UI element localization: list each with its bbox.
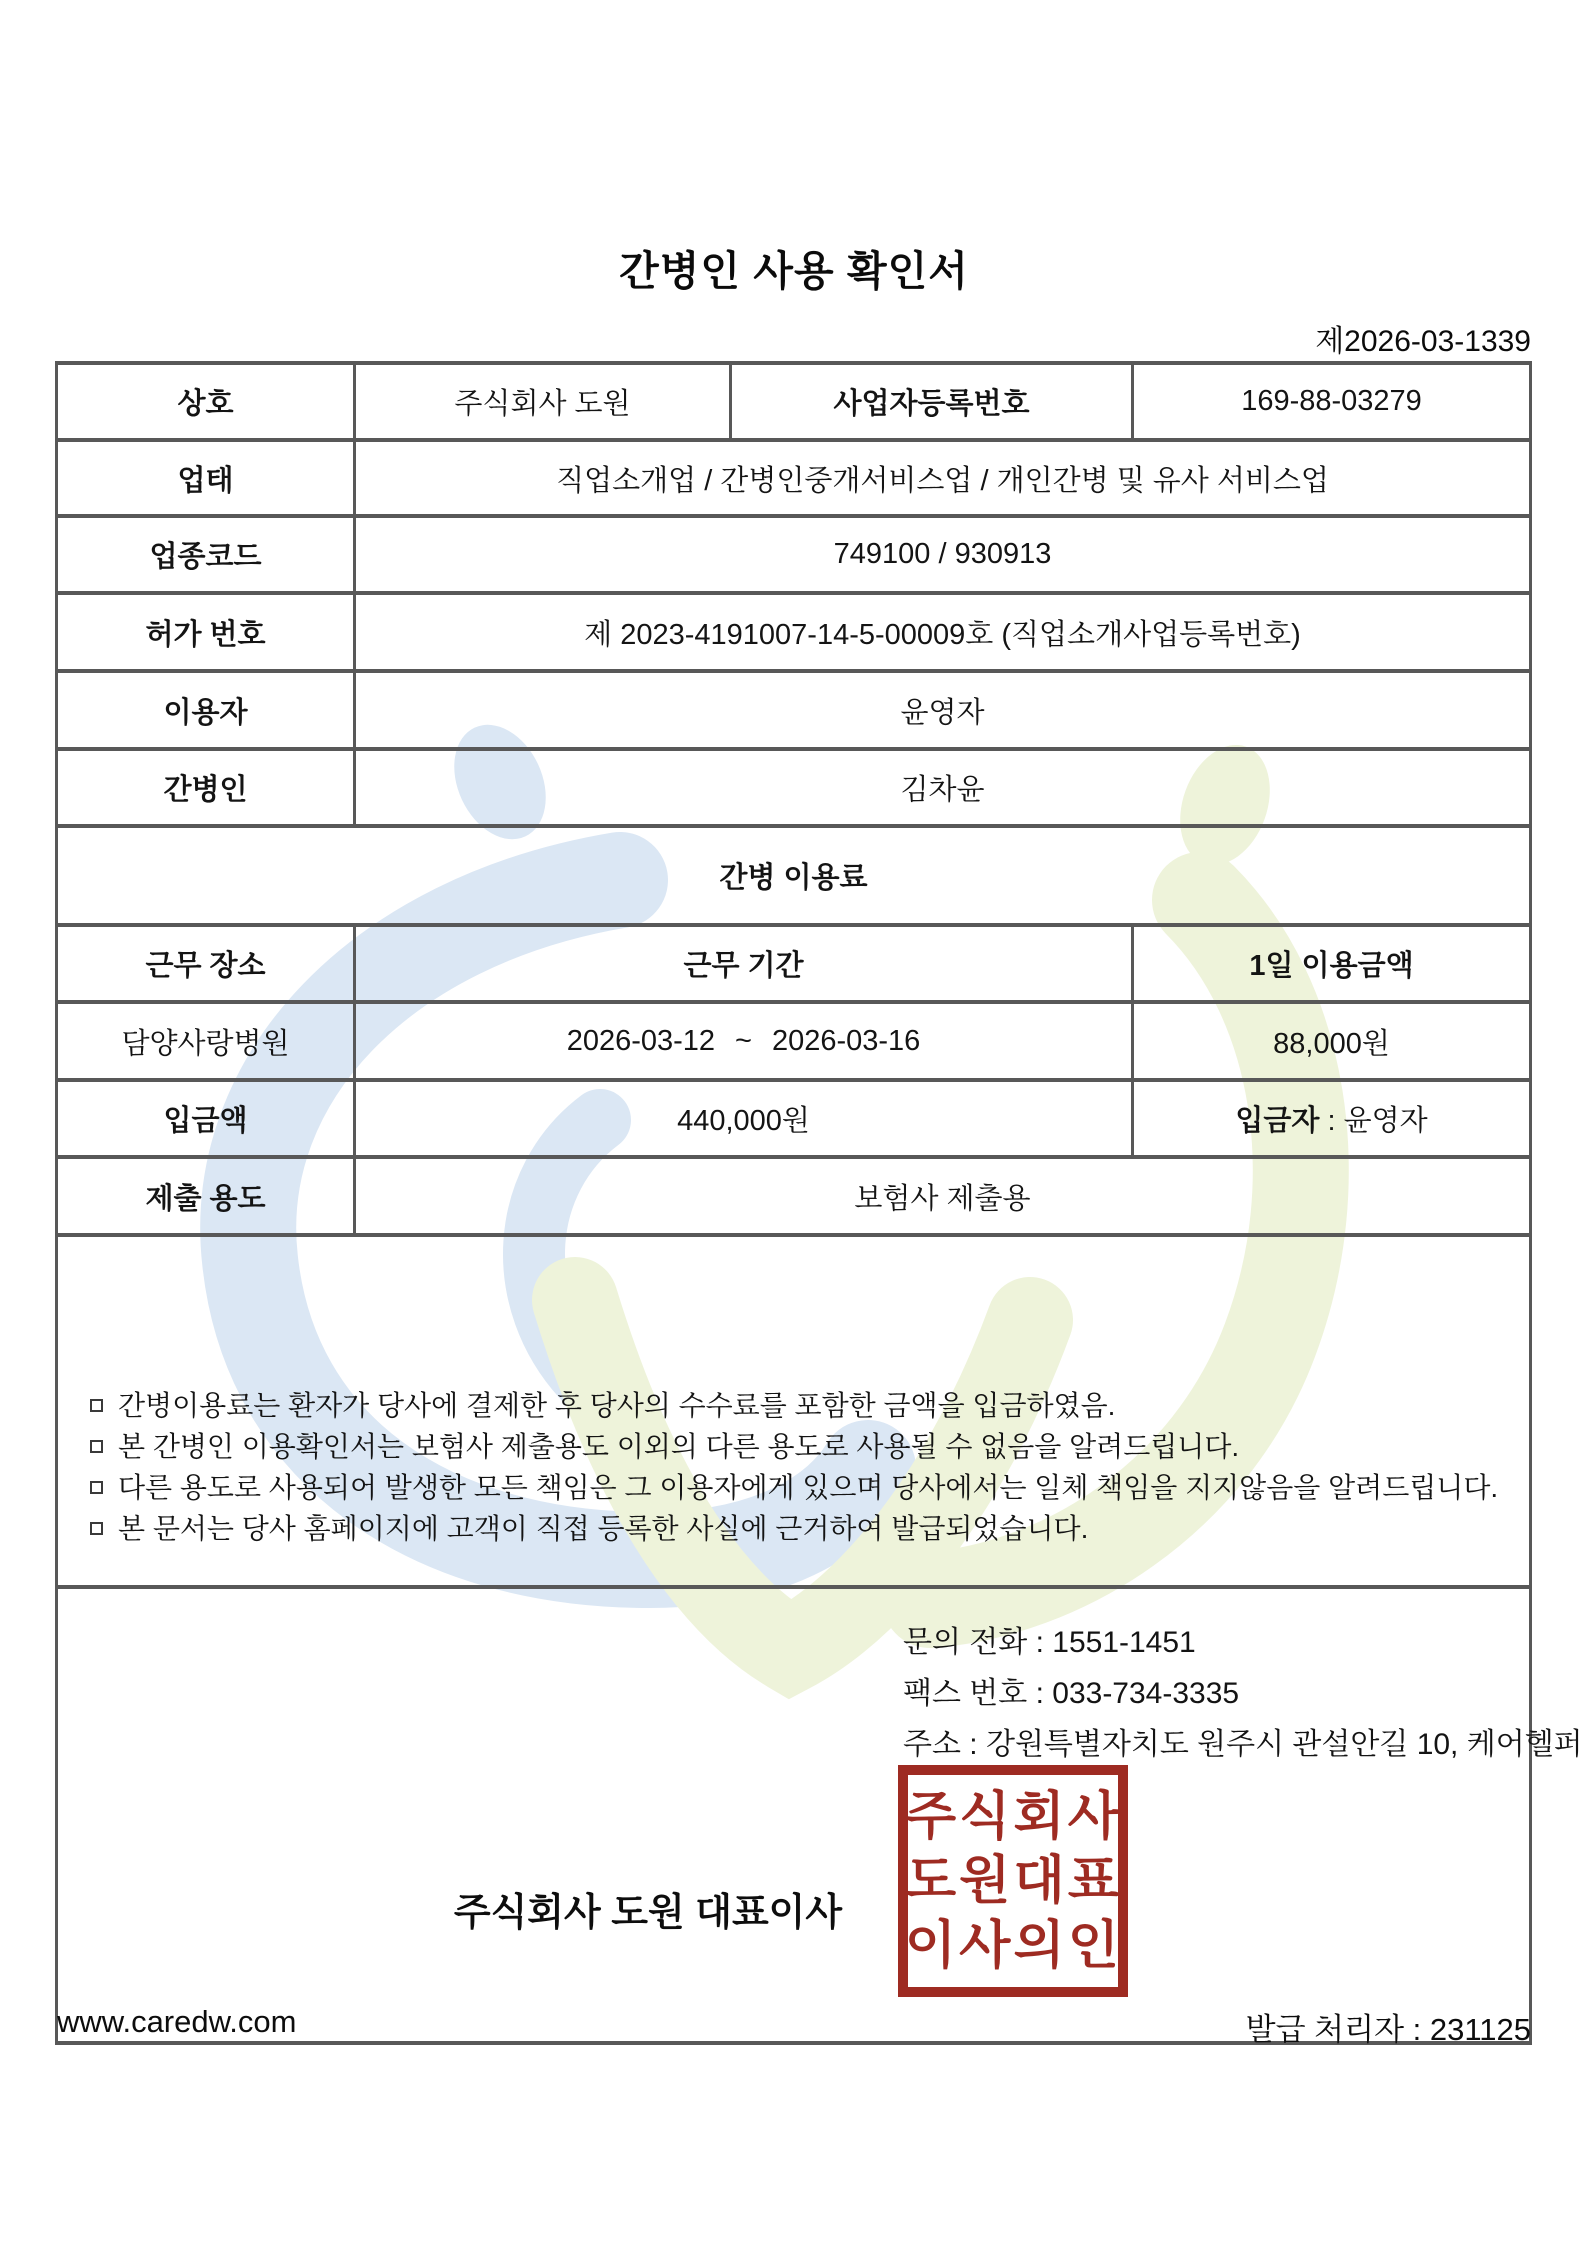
row-industry-code bbox=[57, 516, 1531, 593]
row-fee-header bbox=[57, 925, 1531, 1002]
deposit-amount: 440,000원 bbox=[355, 1080, 1133, 1157]
period-end: 2026-03-16 bbox=[771, 1024, 921, 1057]
depositor-cell bbox=[1133, 1080, 1531, 1157]
period-start: 2026-03-12 bbox=[566, 1024, 716, 1057]
work-place-header: 근무 장소 bbox=[57, 925, 355, 1002]
note-item bbox=[90, 1467, 1509, 1508]
stamp-row: 이사의인 bbox=[904, 1916, 1122, 1975]
note-text: 다른 용도로 사용되어 발생한 모든 책임은 그 이용자에게 있으며 당사에서는 일체 책임을 지지않음을 알려드립니다. bbox=[118, 1472, 1499, 1503]
square-bullet-icon bbox=[90, 1522, 103, 1535]
row-permit-number bbox=[57, 593, 1531, 671]
business-type-label: 업태 bbox=[57, 440, 355, 516]
notes-list bbox=[58, 1273, 1529, 1549]
business-type-value: 직업소개업 / 간병인중개서비스업 / 개인간병 및 유사 서비스업 bbox=[355, 440, 1531, 516]
work-place-value: 담양사랑병원 bbox=[57, 1002, 355, 1080]
stamp-row: 도원대표 bbox=[904, 1852, 1122, 1910]
work-period-header: 근무 기간 bbox=[355, 925, 1133, 1002]
purpose-value: 보험사 제출용 bbox=[355, 1157, 1531, 1235]
website-url: www.caredw.com bbox=[57, 2004, 297, 2039]
caregiver-value: 김차윤 bbox=[355, 749, 1531, 826]
square-bullet-icon bbox=[90, 1481, 103, 1494]
note-item bbox=[90, 1508, 1509, 1549]
signature-cell bbox=[57, 1587, 1583, 2043]
company-label: 상호 bbox=[57, 363, 355, 440]
note-item bbox=[90, 1426, 1509, 1467]
contact-fax: 팩스 번호 : 033-734-3335 bbox=[903, 1677, 1240, 1710]
row-user bbox=[57, 671, 1531, 749]
purpose-label: 제출 용도 bbox=[57, 1157, 355, 1235]
page-title: 간병인 사용 확인서 bbox=[619, 248, 969, 294]
industry-code-value: 749100 / 930913 bbox=[355, 516, 1531, 593]
row-signature bbox=[57, 1587, 1531, 2043]
depositor-name: : 윤영자 bbox=[1319, 1105, 1428, 1137]
business-number-value: 169-88-03279 bbox=[1133, 363, 1531, 440]
business-number-label: 사업자등록번호 bbox=[731, 363, 1133, 440]
permit-number-label: 허가 번호 bbox=[57, 593, 355, 671]
depositor-label: 입금자 bbox=[1235, 1105, 1320, 1137]
caregiver-label: 간병인 bbox=[57, 749, 355, 826]
square-bullet-icon bbox=[90, 1440, 103, 1453]
note-text: 본 간병인 이용확인서는 보험사 제출용도 이외의 다른 용도로 사용될 수 없음을 알려드립니다. bbox=[118, 1431, 1240, 1462]
fee-section-heading: 간병 이용료 bbox=[57, 826, 1531, 925]
note-text: 본 문서는 당사 홈페이지에 고객이 직접 등록한 사실에 근거하여 발급되었습니다. bbox=[118, 1513, 1089, 1544]
deposit-label: 입금액 bbox=[57, 1080, 355, 1157]
square-bullet-icon bbox=[90, 1399, 103, 1412]
issuer-id: 발급 처리자 : 231125 bbox=[1245, 2012, 1531, 2047]
corporate-seal-stamp bbox=[898, 1765, 1128, 1997]
period-tilde: ~ bbox=[735, 1024, 752, 1057]
row-company bbox=[57, 363, 1531, 440]
user-label: 이용자 bbox=[57, 671, 355, 749]
company-value: 주식회사 도원 bbox=[355, 363, 731, 440]
note-item bbox=[90, 1385, 1509, 1426]
notes-cell bbox=[57, 1235, 1531, 1587]
row-purpose bbox=[57, 1157, 1531, 1235]
note-text: 간병이용료는 환자가 당사에 결제한 후 당사의 수수료를 포함한 금액을 입금하였음. bbox=[118, 1390, 1116, 1421]
confirmation-table bbox=[55, 361, 1583, 2045]
user-value: 윤영자 bbox=[355, 671, 1531, 749]
contact-address: 주소 : 강원특별자치도 원주시 관설안길 10, 케어헬퍼 bbox=[903, 1728, 1583, 1761]
document-number: 제2026-03-1339 bbox=[1315, 325, 1531, 358]
permit-number-value: 제 2023-4191007-14-5-00009호 (직업소개사업등록번호) bbox=[355, 593, 1531, 671]
work-period-value bbox=[355, 1002, 1133, 1080]
row-notes bbox=[57, 1235, 1531, 1587]
daily-fee-header: 1일 이용금액 bbox=[1133, 925, 1531, 1002]
contact-phone: 문의 전화 : 1551-1451 bbox=[903, 1626, 1196, 1659]
row-deposit bbox=[57, 1080, 1531, 1157]
row-business-type bbox=[57, 440, 1531, 516]
company-signature-line: 주식회사 도원 대표이사 bbox=[453, 1892, 843, 1934]
industry-code-label: 업종코드 bbox=[57, 516, 355, 593]
contact-block bbox=[903, 1617, 1583, 1770]
row-caregiver bbox=[57, 749, 1531, 826]
row-fee-data bbox=[57, 1002, 1531, 1080]
row-section-heading bbox=[57, 826, 1531, 925]
stamp-row: 주식회사 bbox=[904, 1787, 1122, 1846]
daily-fee-value: 88,000원 bbox=[1133, 1002, 1531, 1080]
